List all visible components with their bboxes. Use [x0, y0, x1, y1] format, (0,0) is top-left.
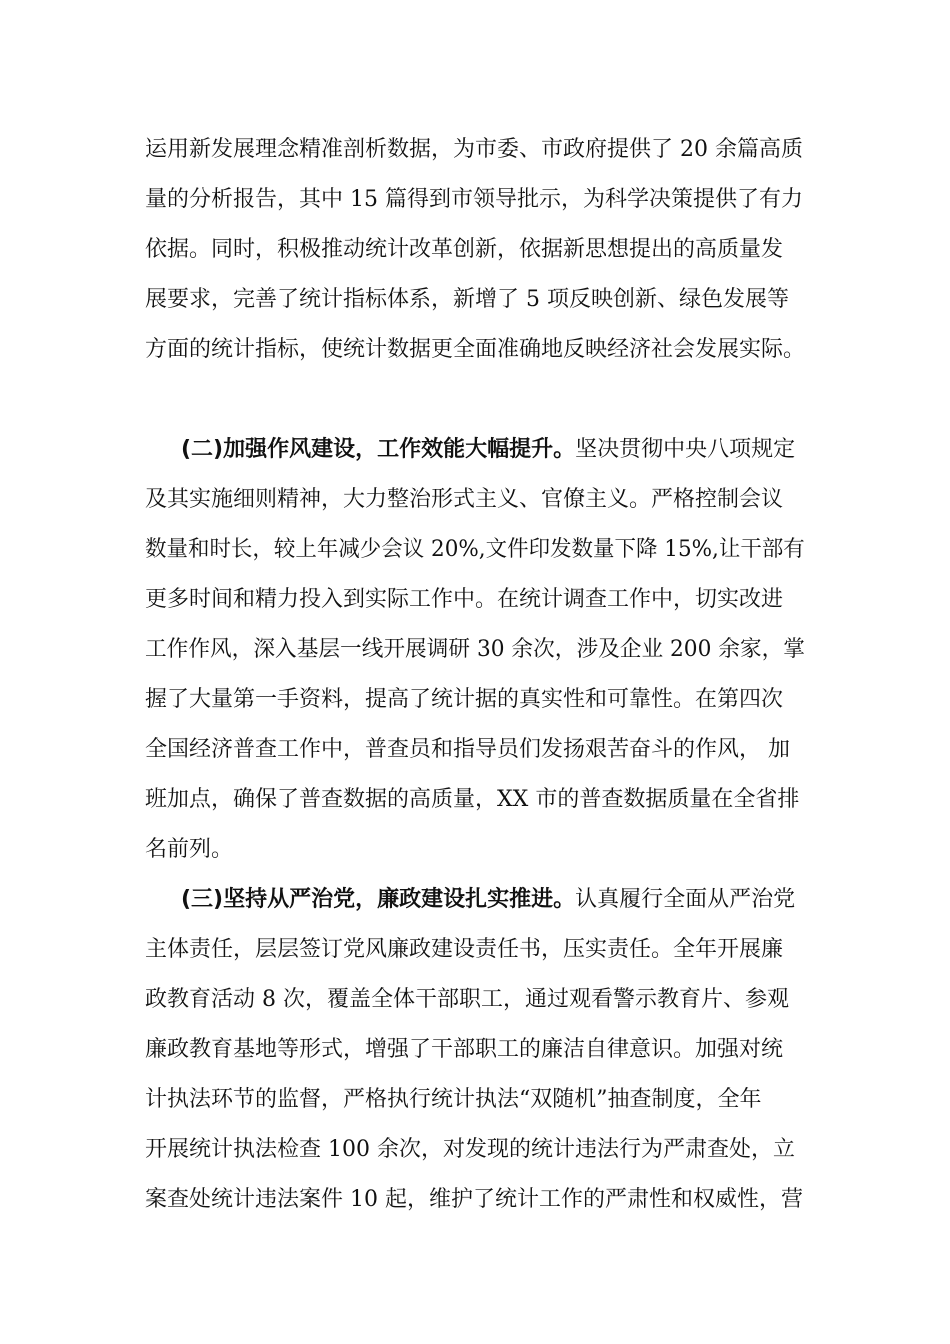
- section-3-line-5: 计执法环节的监督，严格执行统计执法“双随机”抽查制度，全年: [145, 1087, 762, 1112]
- paragraph-1-line-1: 运用新发展理念精准剖析数据，为市委、市政府提供了 20 余篇高质: [145, 137, 803, 162]
- paragraph-1-line-2: 量的分析报告，其中 15 篇得到市领导批示，为科学决策提供了有力: [145, 187, 803, 212]
- section-3-line-3: 政教育活动 8 次，覆盖全体干部职工，通过观看警示教育片、参观: [145, 987, 789, 1012]
- section-3-heading: (三)坚持从严治党，廉政建设扎实推进。: [181, 887, 576, 912]
- section-3-line-7: 案查处统计违法案件 10 起，维护了统计工作的严肃性和权威性，营: [145, 1187, 803, 1212]
- section-3-line-2: 主体责任，层层签订党风廉政建设责任书，压实责任。全年开展廉: [145, 937, 784, 962]
- paragraph-1-line-3: 依据。同时，积极推动统计改革创新，依据新思想提出的高质量发: [145, 237, 784, 262]
- section-2-line-8: 班加点，确保了普查数据的高质量，XX 市的普查数据质量在全省排: [145, 787, 800, 812]
- section-2-line-2: 及其实施细则精神，大力整治形式主义、官僚主义。严格控制会议: [145, 487, 784, 512]
- paragraph-1-line-4: 展要求，完善了统计指标体系，新增了 5 项反映创新、绿色发展等: [145, 287, 789, 312]
- section-2-first-line-text: 坚决贯彻中央八项规定: [575, 437, 796, 462]
- section-2-line-4: 更多时间和精力投入到实际工作中。在统计调查工作中，切实改进: [145, 587, 784, 612]
- section-2-line-3: 数量和时长，较上年减少会议 20%,文件印发数量下降 15%,让干部有: [145, 537, 805, 562]
- section-2-line-6: 握了大量第一手资料，提高了统计据的真实性和可靠性。在第四次: [145, 687, 784, 712]
- section-3-first-line-text: 认真履行全面从严治党: [575, 887, 796, 912]
- section-2-first-line: [181, 430, 795, 470]
- section-3-first-line: [181, 880, 795, 920]
- section-2-line-9: 名前列。: [145, 837, 234, 862]
- section-2-line-7: 全国经济普查工作中，普查员和指导员们发扬艰苦奋斗的作风， 加: [145, 737, 790, 762]
- section-3-line-6: 开展统计执法检查 100 余次，对发现的统计违法行为严肃查处，立: [145, 1137, 795, 1162]
- section-2-heading: (二)加强作风建设，工作效能大幅提升。: [181, 437, 576, 462]
- paragraph-1-line-5: 方面的统计指标，使统计数据更全面准确地反映经济社会发展实际。: [145, 337, 806, 362]
- section-2-line-5: 工作作风，深入基层一线开展调研 30 余次，涉及企业 200 余家，掌: [145, 637, 805, 662]
- section-3-line-4: 廉政教育基地等形式，增强了干部职工的廉洁自律意识。加强对统: [145, 1037, 784, 1062]
